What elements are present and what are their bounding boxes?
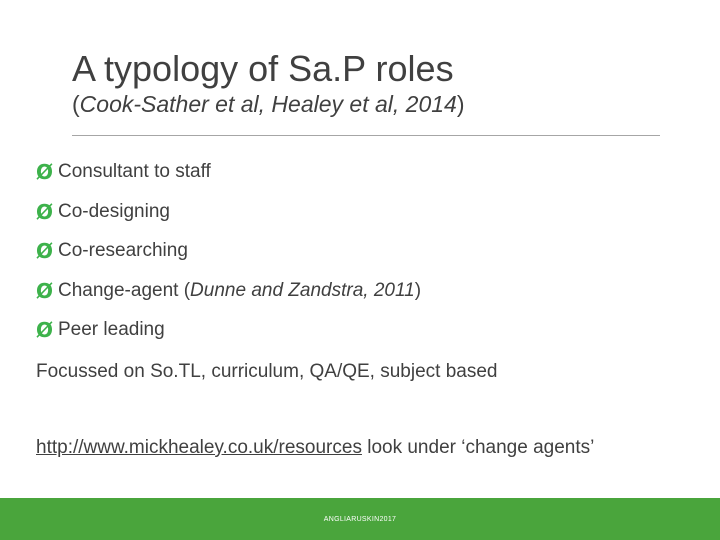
resource-after-text: look under ‘change agents’	[361, 437, 595, 458]
subtitle-open-paren: (	[72, 91, 80, 118]
bullet-text: Co-designing	[58, 200, 170, 222]
arrow-bullet-icon: Ø	[36, 278, 54, 303]
arrow-bullet-icon: Ø	[36, 239, 54, 263]
resource-link[interactable]: http://www.mickhealey.co.uk/resources	[36, 437, 362, 458]
bullet-item	[36, 158, 696, 186]
bullet-text: Co-researching	[58, 240, 188, 261]
bullet-list	[36, 158, 696, 356]
bullet-text-main: Change-agent (	[58, 279, 191, 301]
subtitle-citation: Cook-Sather et al, Healey et al, 2014	[79, 91, 457, 118]
bullet-text-suffix: )	[414, 279, 422, 301]
slide-subtitle	[72, 91, 660, 119]
arrow-bullet-icon: Ø	[36, 160, 54, 184]
bullet-text: Consultant to staff	[58, 161, 211, 182]
focus-text: Focussed on So.TL, curriculum, QA/QE, subject based	[36, 361, 498, 382]
title-block	[72, 48, 660, 119]
title-divider	[72, 135, 660, 136]
bullet-item	[36, 316, 696, 344]
bullet-item	[36, 198, 696, 226]
slide-title: A typology of Sa.P roles	[72, 48, 454, 89]
bullet-citation: Dunne and Zandstra, 2011	[190, 279, 415, 301]
bullet-item	[36, 237, 696, 265]
subtitle-close-paren: )	[456, 91, 465, 118]
resource-line	[36, 434, 594, 462]
footer-bar	[0, 498, 720, 540]
bullet-text: Peer leading	[58, 319, 165, 340]
bullet-item	[36, 277, 696, 305]
arrow-bullet-icon: Ø	[36, 199, 54, 224]
footer-text: ANGLIARUSKIN2017	[323, 515, 397, 523]
arrow-bullet-icon: Ø	[36, 318, 54, 342]
bullet-text	[58, 277, 421, 305]
